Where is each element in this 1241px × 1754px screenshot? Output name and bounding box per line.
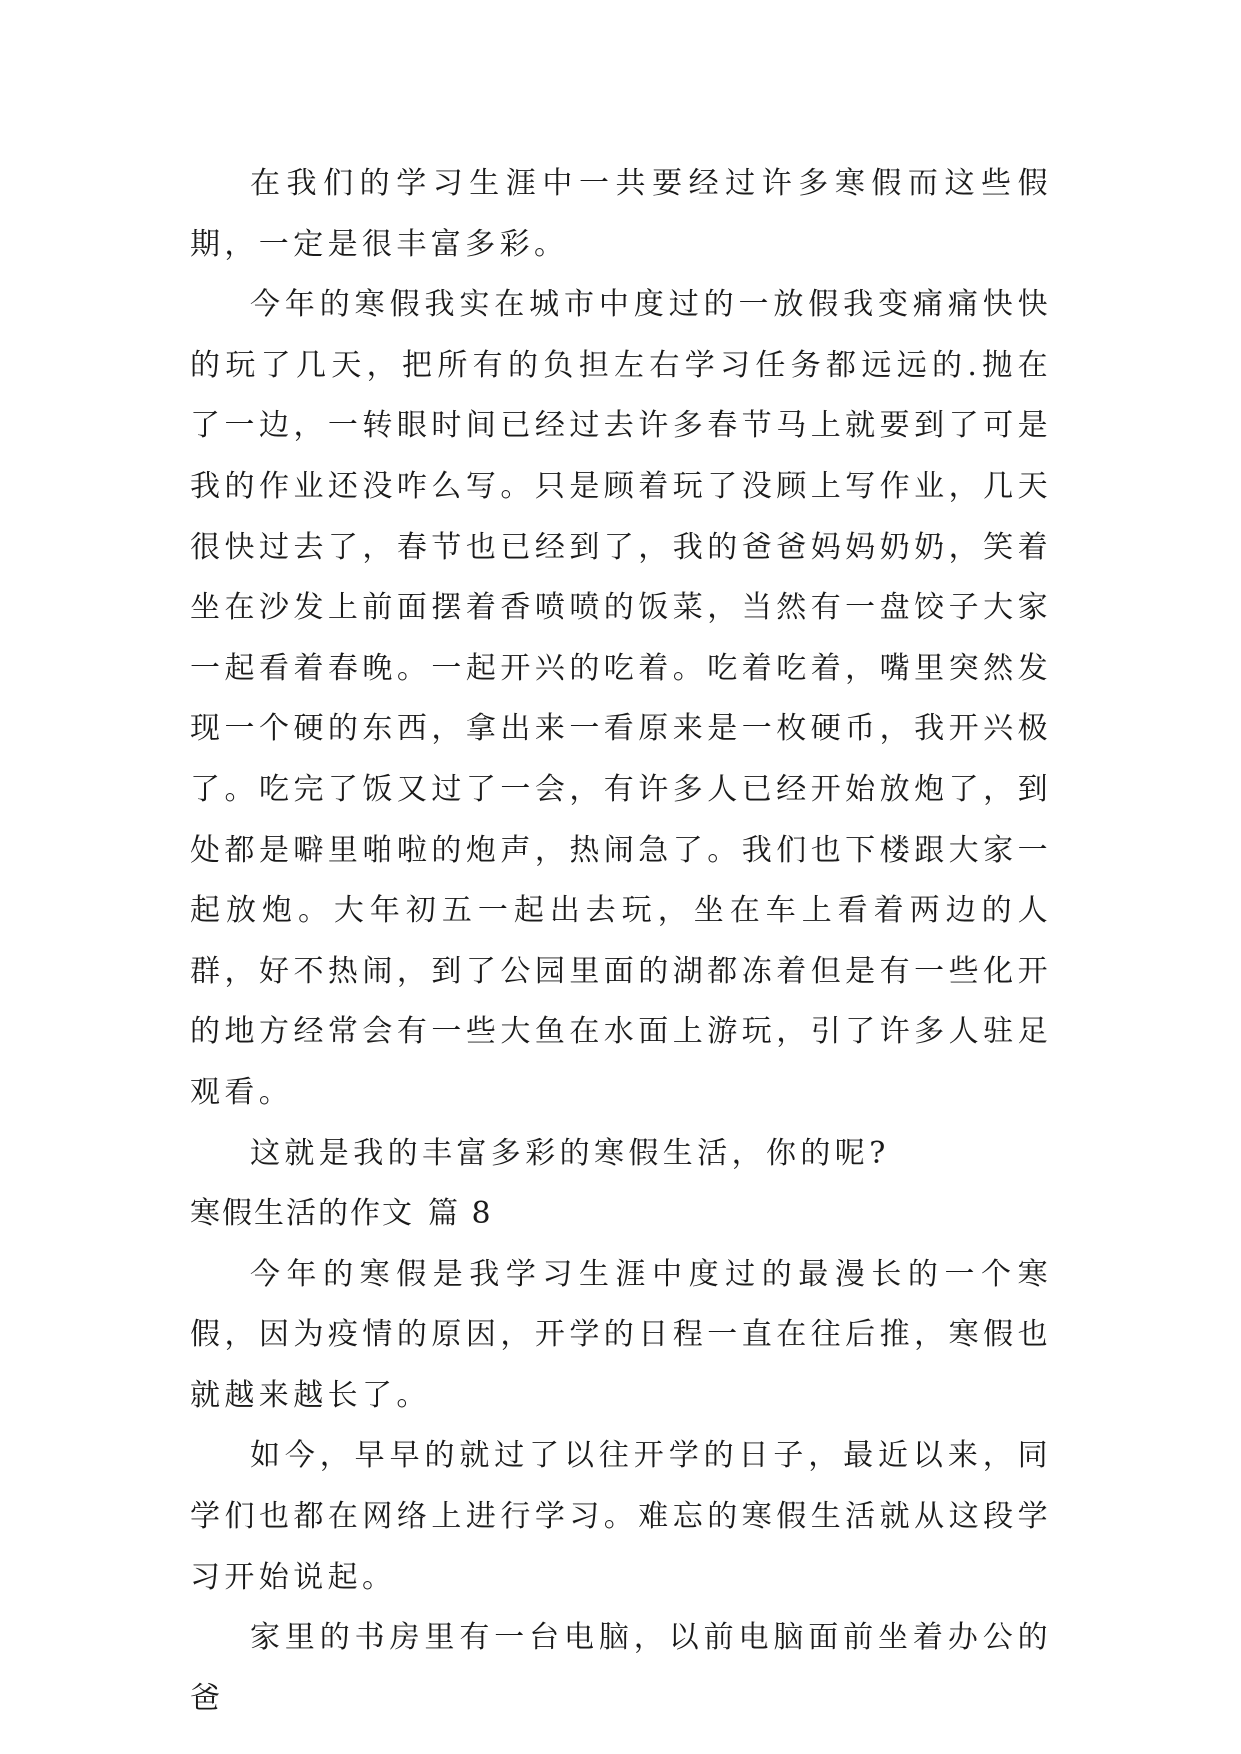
paragraph-4: 今年的寒假是我学习生涯中度过的最漫长的一个寒假，因为疫情的原因，开学的日程一直在往后推，寒假也就越来越长了。 (190, 1256, 1052, 1413)
document-body (190, 154, 1052, 1729)
section-heading-number: 篇 8 (428, 1196, 493, 1232)
paragraph-1: 在我们的学习生涯中一共要经过许多寒假而这些假期，一定是很丰富多彩。 (190, 166, 1052, 262)
paragraph-2: 今年的寒假我实在城市中度过的一放假我变痛痛快快的玩了几天，把所有的负担左右学习任务都远远的.抛在了一边，一转眼时间已经过去许多春节马上就要到了可是我的作业还没咋么写。只是顾着玩了没顾上写作业，几天很快过去了，春节也已经到了，我的爸爸妈妈奶奶，笑着坐在沙发上前面摆着香喷喷的饭菜，当然有一盘饺子大家一起看着春晚。一起开兴的吃着。吃着吃着，嘴里突然发现一个硬的东西，拿出来一看原来是一枚硬币，我开兴极了。吃完了饭又过了一会，有许多人已经开始放炮了，到处都是噼里啪啦的炮声，热闹急了。我们也下楼跟大家一起放炮。大年初五一起出去玩，坐在车上看着两边的人群，好不热闹，到了公园里面的湖都冻着但是有一些化开的地方经常会有一些大鱼在水面上游玩，引了许多人驻足观看。 (190, 287, 1052, 1110)
paragraph-5: 如今，早早的就过了以往开学的日子，最近以来，同学们也都在网络上进行学习。难忘的寒假生活就从这段学习开始说起。 (190, 1438, 1052, 1595)
section-heading (190, 1184, 1052, 1245)
section-heading-title: 寒假生活的作文 (190, 1196, 414, 1232)
paragraph-6: 家里的书房里有一台电脑，以前电脑面前坐着办公的爸 (190, 1620, 1052, 1716)
paragraph-3: 这就是我的丰富多彩的寒假生活，你的呢? (250, 1135, 890, 1171)
